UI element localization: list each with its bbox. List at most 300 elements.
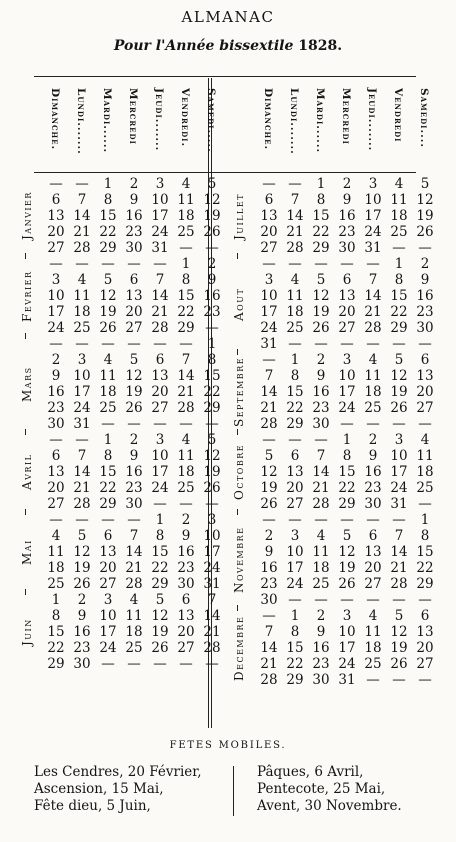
empty-day-dash: — [392,592,406,608]
day-number: 17 [151,208,169,224]
empty-day-dash: — [127,256,141,272]
day-number: 9 [368,448,378,464]
day-number: 14 [125,544,143,560]
empty-day-dash: — [340,512,354,528]
day-number: 9 [181,528,191,544]
day-number: 10 [73,368,91,384]
empty-day-dash: — [366,416,380,432]
day-number: 12 [203,448,221,464]
day-number: 5 [129,352,139,368]
day-number: 22 [338,480,356,496]
day-number: 9 [264,544,274,560]
day-header-mardi: Mardi...... [314,88,326,154]
fete-avent: Avent, 30 Novembre. [257,798,402,814]
empty-day-dash: — [179,496,193,512]
empty-day-dash: — [366,672,380,688]
day-number: 15 [47,624,65,640]
day-number: 4 [316,528,326,544]
day-number: 31 [260,336,278,352]
day-number: 4 [394,176,404,192]
day-number: 25 [177,224,195,240]
almanac-title: ALMANAC [181,8,275,26]
day-number: 24 [73,400,91,416]
day-number: 16 [260,560,278,576]
day-number: 15 [286,640,304,656]
empty-day-dash: — [288,512,302,528]
subtitle-year: 1828. [298,38,343,54]
day-number: 27 [47,496,65,512]
month-label-octobre: Octobre [232,443,246,501]
fete-dieu: Fête dieu, 5 Juin, [34,798,151,814]
day-number: 27 [364,576,382,592]
fetes-right-column [257,764,402,815]
day-number: 8 [181,272,191,288]
day-number: 7 [207,592,217,608]
day-number: 12 [390,624,408,640]
empty-day-dash: — [153,256,167,272]
day-number: 21 [73,224,91,240]
day-number: 8 [342,448,352,464]
day-number: 11 [390,192,408,208]
day-number: 15 [177,288,195,304]
empty-day-dash: — [366,592,380,608]
day-number: 8 [155,528,165,544]
day-number: 16 [125,464,143,480]
day-number: 30 [73,656,91,672]
day-number: 3 [51,272,61,288]
day-number: 10 [151,448,169,464]
day-number: 9 [51,368,61,384]
day-number: 16 [338,208,356,224]
day-number: 27 [151,400,169,416]
empty-day-dash: — [418,672,432,688]
day-number: 11 [177,448,195,464]
day-number: 25 [312,576,330,592]
day-number: 31 [151,240,169,256]
empty-day-dash: — [340,336,354,352]
day-number: 2 [316,608,326,624]
empty-day-dash: — [262,512,276,528]
day-number: 12 [203,192,221,208]
day-number: 15 [416,544,434,560]
day-number: 25 [364,656,382,672]
empty-day-dash: — [262,608,276,624]
day-number: 13 [416,624,434,640]
day-number: 15 [203,368,221,384]
day-number: 6 [181,592,191,608]
day-number: 24 [364,224,382,240]
day-number: 16 [203,288,221,304]
empty-day-dash: — [392,672,406,688]
day-header-mercredi: Mercredi [340,88,352,145]
day-number: 11 [364,624,382,640]
day-number: 24 [338,656,356,672]
day-number: 22 [99,224,117,240]
day-number: 14 [177,368,195,384]
day-number: 7 [368,272,378,288]
month-label-juin: Juin [20,618,34,646]
month-label-fevrier: Fevrier [20,270,34,322]
empty-day-dash: — [75,336,89,352]
day-number: 23 [125,224,143,240]
day-number: 20 [151,384,169,400]
day-header-lundi: Lundi....... [75,88,87,155]
day-number: 14 [260,640,278,656]
day-number: 18 [364,384,382,400]
day-number: 20 [286,480,304,496]
day-number: 27 [177,640,195,656]
empty-day-dash: — [127,512,141,528]
day-number: 30 [260,592,278,608]
day-number: 10 [364,192,382,208]
day-number: 5 [77,528,87,544]
day-number: 23 [177,560,195,576]
day-number: 26 [73,576,91,592]
day-number: 18 [177,464,195,480]
day-number: 24 [99,640,117,656]
day-number: 27 [286,496,304,512]
day-number: 14 [312,464,330,480]
day-number: 24 [260,320,278,336]
day-number: 18 [312,560,330,576]
day-number: 29 [151,576,169,592]
day-number: 29 [338,496,356,512]
day-number: 23 [312,400,330,416]
day-number: 3 [290,528,300,544]
day-number: 11 [73,288,91,304]
day-number: 30 [312,416,330,432]
day-number: 23 [338,224,356,240]
day-number: 5 [394,352,404,368]
empty-day-dash: — [314,592,328,608]
day-number: 7 [77,448,87,464]
day-number: 11 [177,192,195,208]
day-number: 30 [338,240,356,256]
empty-day-dash: — [288,336,302,352]
day-number: 27 [416,656,434,672]
day-number: 26 [312,320,330,336]
empty-day-dash: — [75,432,89,448]
day-number: 25 [286,320,304,336]
day-number: 6 [342,272,352,288]
day-number: 1 [394,256,404,272]
day-number: 16 [73,624,91,640]
day-number: 1 [290,608,300,624]
empty-day-dash: — [314,512,328,528]
day-number: 12 [338,544,356,560]
day-number: 31 [203,576,221,592]
day-number: 29 [416,576,434,592]
fete-ascension: Ascension, 15 Mai, [34,781,164,797]
day-number: 27 [416,400,434,416]
empty-day-dash: — [49,256,63,272]
empty-day-dash: — [392,416,406,432]
empty-day-dash: — [366,336,380,352]
day-number: 10 [203,528,221,544]
day-number: 3 [155,176,165,192]
day-number: 8 [207,352,217,368]
day-number: 27 [260,240,278,256]
day-number: 28 [364,320,382,336]
day-number: 2 [129,432,139,448]
month-label-janvier: Janvier [20,191,34,241]
day-number: 1 [51,592,61,608]
day-number: 3 [394,432,404,448]
day-number: 7 [316,448,326,464]
empty-day-dash: — [205,656,219,672]
day-number: 27 [99,576,117,592]
day-number: 4 [129,592,139,608]
day-number: 24 [151,224,169,240]
day-number: 8 [290,368,300,384]
day-number: 24 [390,480,408,496]
day-number: 26 [390,400,408,416]
day-number: 2 [207,256,217,272]
day-number: 25 [73,320,91,336]
day-number: 17 [390,464,408,480]
day-number: 2 [342,176,352,192]
header-bottom-rule [34,172,416,173]
day-number: 16 [416,288,434,304]
empty-day-dash: — [101,656,115,672]
day-number: 11 [99,368,117,384]
day-number: 25 [99,400,117,416]
empty-day-dash: — [366,256,380,272]
day-header-vendredi: Vendredi [392,88,404,143]
day-number: 20 [416,384,434,400]
day-number: 1 [103,176,113,192]
day-number: 6 [51,192,61,208]
day-number: 25 [416,480,434,496]
day-number: 31 [390,496,408,512]
day-number: 8 [103,192,113,208]
day-number: 18 [177,208,195,224]
day-number: 1 [155,512,165,528]
day-number: 10 [286,544,304,560]
day-number: 21 [177,384,195,400]
day-number: 18 [416,464,434,480]
day-number: 13 [151,368,169,384]
day-number: 2 [181,512,191,528]
empty-day-dash: — [262,256,276,272]
empty-day-dash: — [179,240,193,256]
day-number: 22 [47,640,65,656]
day-number: 3 [342,352,352,368]
day-number: 14 [364,288,382,304]
day-number: 18 [364,640,382,656]
day-number: 22 [312,224,330,240]
empty-day-dash: — [153,496,167,512]
empty-day-dash: — [101,256,115,272]
day-number: 18 [73,304,91,320]
day-number: 17 [286,560,304,576]
day-number: 29 [286,416,304,432]
month-label-juillet: Juillet [232,192,246,240]
day-number: 19 [312,304,330,320]
day-number: 26 [125,400,143,416]
day-number: 6 [103,528,113,544]
day-number: 13 [47,464,65,480]
day-number: 16 [125,208,143,224]
day-number: 5 [342,528,352,544]
day-number: 28 [260,672,278,688]
empty-day-dash: — [205,320,219,336]
day-number: 29 [47,656,65,672]
month-label-aout: Aout [232,287,246,321]
day-number: 28 [125,576,143,592]
day-header-lundi: Lundi....... [288,88,300,155]
day-number: 11 [416,448,434,464]
day-header-vendredi: Vendredi. [179,88,191,148]
day-number: 29 [390,320,408,336]
day-number: 11 [364,368,382,384]
empty-day-dash: — [314,256,328,272]
day-number: 23 [416,304,434,320]
day-number: 7 [181,352,191,368]
empty-day-dash: — [179,336,193,352]
day-number: 2 [420,256,430,272]
day-number: 5 [207,176,217,192]
day-number: 12 [390,368,408,384]
empty-day-dash: — [127,336,141,352]
day-number: 31 [73,416,91,432]
empty-day-dash: — [101,336,115,352]
day-number: 8 [103,448,113,464]
day-number: 5 [420,176,430,192]
empty-day-dash: — [418,416,432,432]
day-number: 16 [47,384,65,400]
day-number: 20 [338,304,356,320]
day-number: 6 [129,272,139,288]
day-number: 9 [129,192,139,208]
day-number: 16 [312,384,330,400]
day-number: 9 [342,192,352,208]
day-number: 27 [125,320,143,336]
day-number: 19 [390,640,408,656]
day-number: 19 [416,208,434,224]
day-number: 6 [420,608,430,624]
day-number: 14 [390,544,408,560]
day-number: 30 [125,240,143,256]
day-number: 12 [416,192,434,208]
day-number: 21 [286,224,304,240]
day-number: 2 [51,352,61,368]
empty-day-dash: — [153,336,167,352]
day-number: 17 [364,208,382,224]
day-number: 4 [51,528,61,544]
day-number: 15 [151,544,169,560]
empty-day-dash: — [288,592,302,608]
empty-day-dash: — [205,240,219,256]
day-header-mercredi: Mercredi [127,88,139,145]
day-header-dimanche: Dimanche. [49,88,61,151]
almanac-subtitle [0,38,456,54]
day-number: 6 [420,352,430,368]
day-number: 31 [364,240,382,256]
empty-day-dash: — [127,416,141,432]
day-number: 9 [316,624,326,640]
empty-day-dash: — [418,336,432,352]
empty-day-dash: — [262,432,276,448]
day-number: 13 [177,608,195,624]
day-number: 10 [47,288,65,304]
day-number: 25 [47,576,65,592]
day-number: 17 [47,304,65,320]
day-number: 22 [99,480,117,496]
day-header-dimanche: Dimanche. [262,88,274,151]
empty-day-dash: — [314,432,328,448]
day-number: 18 [125,624,143,640]
empty-day-dash: — [127,656,141,672]
day-number: 2 [264,528,274,544]
day-number: 19 [260,480,278,496]
empty-day-dash: — [288,432,302,448]
day-number: 24 [203,560,221,576]
day-number: 29 [177,320,195,336]
day-number: 10 [151,192,169,208]
empty-day-dash: — [49,336,63,352]
day-number: 1 [103,432,113,448]
day-number: 21 [260,656,278,672]
day-number: 7 [77,192,87,208]
day-number: 14 [286,208,304,224]
day-number: 7 [394,528,404,544]
day-number: 15 [99,208,117,224]
day-number: 26 [203,480,221,496]
empty-day-dash: — [75,176,89,192]
fete-cendres: Les Cendres, 20 Février, [34,764,202,780]
header-top-rule [34,76,416,77]
day-number: 21 [203,624,221,640]
day-number: 2 [77,592,87,608]
day-number: 28 [286,240,304,256]
day-number: 26 [338,576,356,592]
day-number: 18 [286,304,304,320]
day-number: 28 [203,640,221,656]
day-number: 22 [286,400,304,416]
day-number: 30 [125,496,143,512]
empty-day-dash: — [418,240,432,256]
day-number: 17 [151,464,169,480]
day-number: 24 [151,480,169,496]
day-number: 12 [125,368,143,384]
day-number: 13 [99,544,117,560]
day-number: 26 [390,656,408,672]
day-number: 23 [203,304,221,320]
day-number: 19 [73,560,91,576]
empty-day-dash: — [49,176,63,192]
month-label-septembre: Septembre [232,356,246,428]
day-number: 15 [99,464,117,480]
day-number: 25 [364,400,382,416]
month-label-mars: Mars [20,366,34,402]
empty-day-dash: — [392,512,406,528]
empty-day-dash: — [205,496,219,512]
day-number: 6 [155,352,165,368]
day-number: 3 [368,176,378,192]
day-number: 11 [47,544,65,560]
day-number: 30 [364,496,382,512]
day-number: 29 [99,496,117,512]
day-number: 12 [312,288,330,304]
day-number: 5 [207,432,217,448]
day-number: 20 [260,224,278,240]
day-number: 20 [47,480,65,496]
day-number: 8 [394,272,404,288]
day-number: 17 [203,544,221,560]
day-number: 23 [125,480,143,496]
empty-day-dash: — [418,496,432,512]
